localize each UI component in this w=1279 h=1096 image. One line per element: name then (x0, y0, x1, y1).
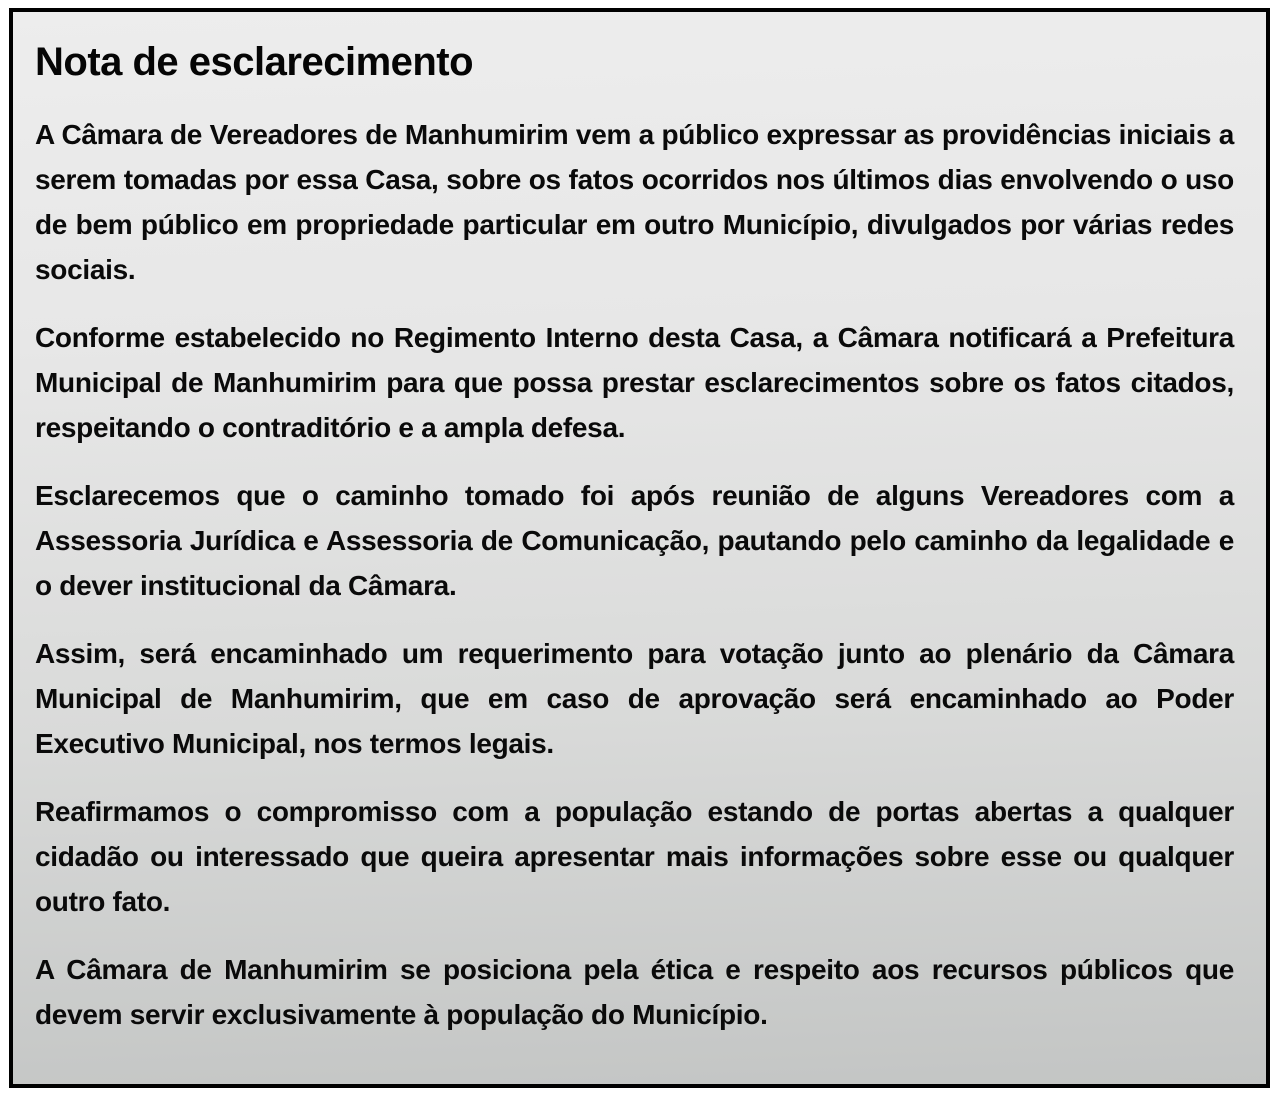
paragraph-posicionamento-etica: A Câmara de Manhumirim se posiciona pela ética e respeito aos recursos públicos que devem servir exclusivamente à população do Município. (35, 954, 1234, 1030)
paragraph-compromisso-populacao: Reafirmamos o compromisso com a população estando de portas abertas a qualquer cidadão ou interessado que queira apresentar mais informações sobre esse ou qualquer outro fato. (35, 796, 1234, 917)
paragraph-regimento-interno: Conforme estabelecido no Regimento Interno desta Casa, a Câmara notificará a Prefeitura Municipal de Manhumirim para que possa prestar esclarecimentos sobre os fatos citados, respeitando o contraditório e a ampla defesa. (35, 322, 1234, 443)
paragraph-providencias-iniciais: A Câmara de Vereadores de Manhumirim vem a público expressar as providências iniciais a serem tomadas por essa Casa, sobre os fatos ocorridos nos últimos dias envolvendo o uso de bem público em propriedade particular em outro Município, divulgados por várias redes sociais. (35, 119, 1234, 285)
page-title: Nota de esclarecimento (35, 40, 474, 84)
paragraph-reuniao-assessorias: Esclarecemos que o caminho tomado foi após reunião de alguns Vereadores com a Assessoria Jurídica e Assessoria de Comunicação, pautando pelo caminho da legalidade e o dever institucional da Câmara. (35, 480, 1234, 601)
clarification-note (9, 8, 1270, 1088)
paragraph-requerimento-votacao: Assim, será encaminhado um requerimento para votação junto ao plenário da Câmara Municipal de Manhumirim, que em caso de aprovação será encaminhado ao Poder Executivo Municipal, nos termos legais. (35, 638, 1234, 759)
